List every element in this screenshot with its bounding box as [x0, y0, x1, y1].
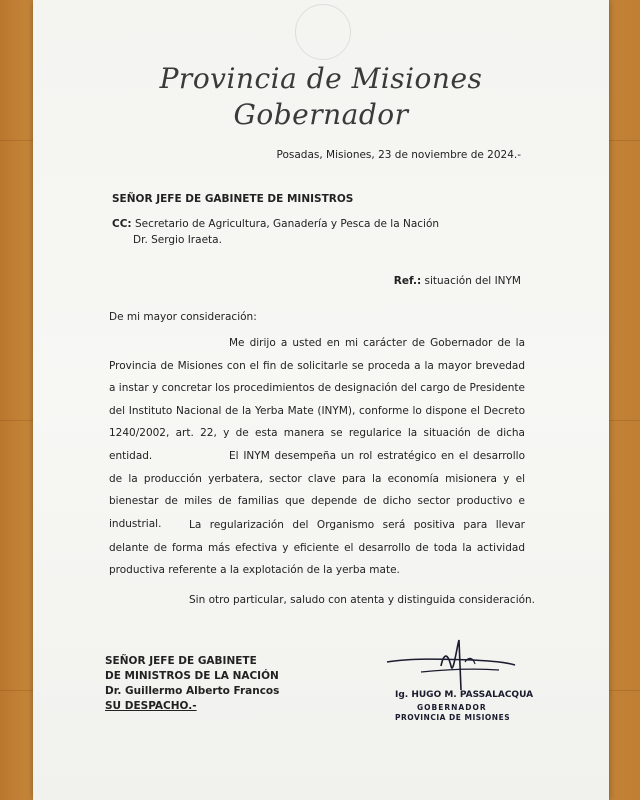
addressee-line4: SU DESPACHO.- [105, 700, 197, 712]
ref-text: situación del INYM [424, 275, 521, 287]
paragraph-3-text: La regularización del Organismo será positiva para llevar delante de forma más efectiva y eficiente el desarrollo de toda la actividad productiva referente a la explotación de la yerba mate. [109, 519, 525, 576]
ref-line [394, 270, 521, 293]
letter-page [33, 0, 609, 800]
embossed-seal [295, 4, 351, 60]
addressee-block [105, 654, 279, 714]
paragraph-2-text: El INYM desempeña un rol estratégico en el desarrollo de la producción yerbatera, sector clave para la economía misionera y el bienestar de miles de familias que depende de dicho sector productivo e industrial. [109, 450, 525, 530]
closing: Sin otro particular, saludo con atenta y distinguida consideración. [189, 594, 536, 606]
letterhead-office: Gobernador [233, 98, 409, 131]
ref-label: Ref.: [393, 275, 422, 287]
signatory-province: PROVINCIA DE MISIONES [395, 713, 511, 722]
cc-line2: Dr. Sergio Iraeta. [133, 234, 222, 246]
salutation: De mi mayor consideración: [109, 311, 257, 323]
date-place: Posadas, Misiones, 23 de noviembre de 2024.- [276, 149, 521, 161]
cc-line1: Secretario de Agricultura, Ganadería y Pesca de la Nación [134, 218, 440, 230]
cc-label: CC: [112, 218, 132, 230]
recipient-heading: SEÑOR JEFE DE GABINETE DE MINISTROS [112, 193, 354, 205]
signatory-name: Ig. HUGO M. PASSALACQUA [395, 690, 534, 700]
paragraph-3 [109, 514, 525, 582]
handwritten-signature [381, 632, 521, 692]
cc-block [112, 216, 439, 232]
letterhead-province: Provincia de Misiones [159, 62, 483, 95]
addressee-line3: Dr. Guillermo Alberto Francos [105, 685, 280, 697]
paragraph-1-text: Me dirijo a usted en mi carácter de Gobernador de la Provincia de Misiones con el fin de solicitarle se proceda a la mayor brevedad a instar y concretar los procedimientos de designación del cargo de Presidente del Instituto Nacional de la Yerba Mate (INYM), conforme lo dispone el Decreto 1240/2002, art. 22, y de esta manera se regularice la situación de dicha entidad. [109, 337, 525, 462]
signatory-title: GOBERNADOR [417, 703, 487, 712]
addressee-line2: DE MINISTROS DE LA NACIÓN [105, 670, 279, 682]
addressee-line1: SEÑOR JEFE DE GABINETE [105, 655, 257, 667]
